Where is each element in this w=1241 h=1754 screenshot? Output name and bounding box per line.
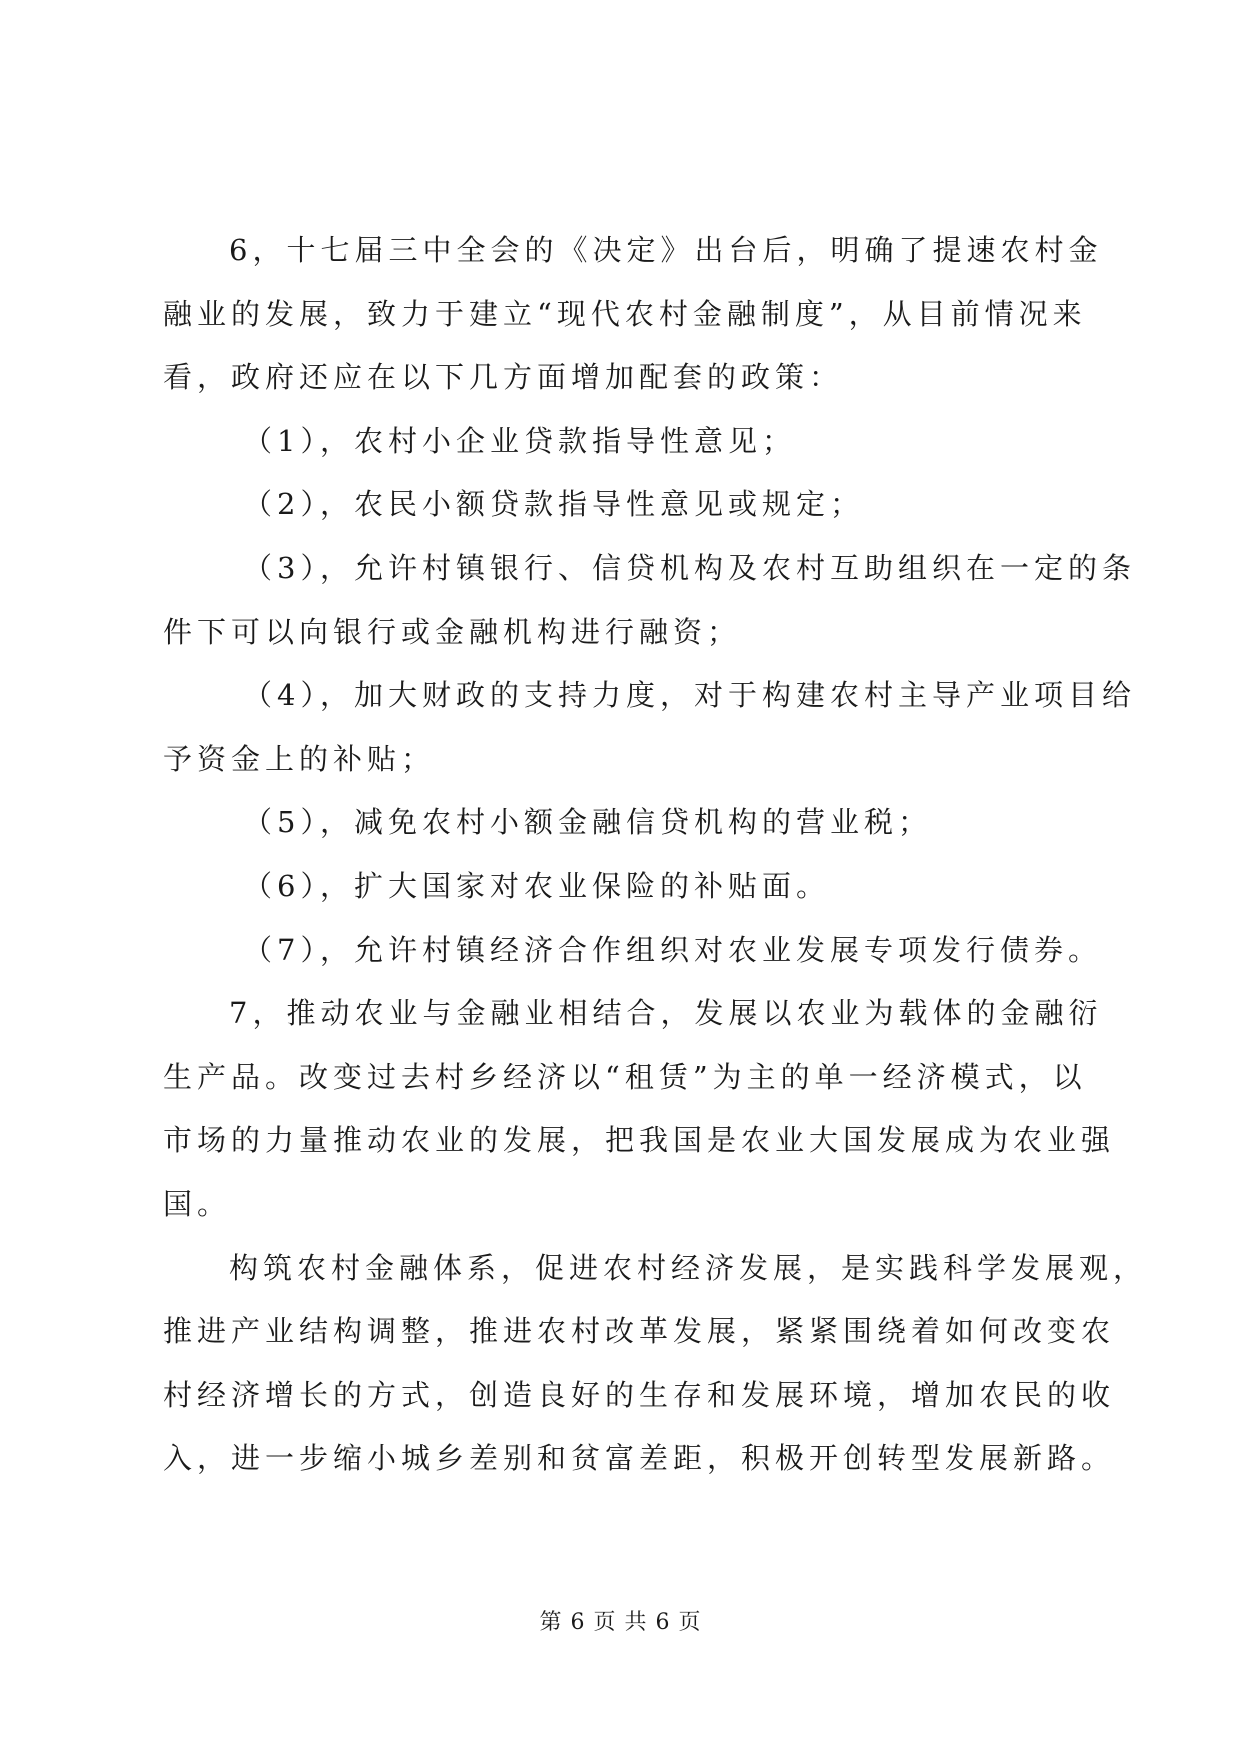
- paragraph-6-line-2: 融业的发展，致力于建立“现代农村金融制度”，从目前情况来: [163, 296, 1087, 331]
- conclusion-line-4: 入，进一步缩小城乡差别和贫富差距，积极开创转型发展新路。: [163, 1441, 1116, 1476]
- list-item-4-line-2: 予资金上的补贴；: [163, 741, 436, 776]
- conclusion-line-1: 构筑农村金融体系，促进农村经济发展，是实践科学发展观，: [229, 1250, 1148, 1285]
- list-item-2: （2），农民小额贷款指导性意见或规定；: [243, 487, 864, 522]
- conclusion-line-2: 推进产业结构调整，推进农村改革发展，紧紧围绕着如何改变农: [163, 1314, 1116, 1349]
- paragraph-6-line-1: 6，十七届三中全会的《决定》出台后，明确了提速农村金: [229, 233, 1103, 267]
- list-item-1: （1），农村小企业贷款指导性意见；: [243, 423, 796, 458]
- conclusion-line-3: 村经济增长的方式，创造良好的生存和发展环境，增加农民的收: [163, 1377, 1116, 1412]
- paragraph-7-line-4: 国。: [163, 1186, 232, 1221]
- list-item-5: （5），减免农村小额金融信贷机构的营业税；: [243, 805, 932, 840]
- paragraph-7-line-2: 生产品。改变过去村乡经济以“租赁”为主的单一经济模式，以: [163, 1059, 1087, 1094]
- list-item-6: （6），扩大国家对农业保险的补贴面。: [243, 868, 830, 903]
- list-item-3-line-1: （3），允许村镇银行、信贷机构及农村互助组织在一定的条: [243, 550, 1136, 585]
- page-footer: 第 6 页 共 6 页: [539, 1610, 702, 1635]
- paragraph-7-line-1: 7，推动农业与金融业相结合，发展以农业为载体的金融衍: [229, 996, 1103, 1031]
- paragraph-7-line-3: 市场的力量推动农业的发展，把我国是农业大国发展成为农业强: [163, 1123, 1116, 1158]
- list-item-3-line-2: 件下可以向银行或金融机构进行融资；: [163, 614, 742, 649]
- list-item-7: （7），允许村镇经济合作组织对农业发展专项发行债券。: [243, 932, 1102, 967]
- body-text: [163, 230, 1148, 1502]
- paragraph-6-line-3: 看，政府还应在以下几方面增加配套的政策：: [163, 360, 844, 395]
- list-item-4-line-1: （4），加大财政的支持力度，对于构建农村主导产业项目给: [243, 678, 1136, 713]
